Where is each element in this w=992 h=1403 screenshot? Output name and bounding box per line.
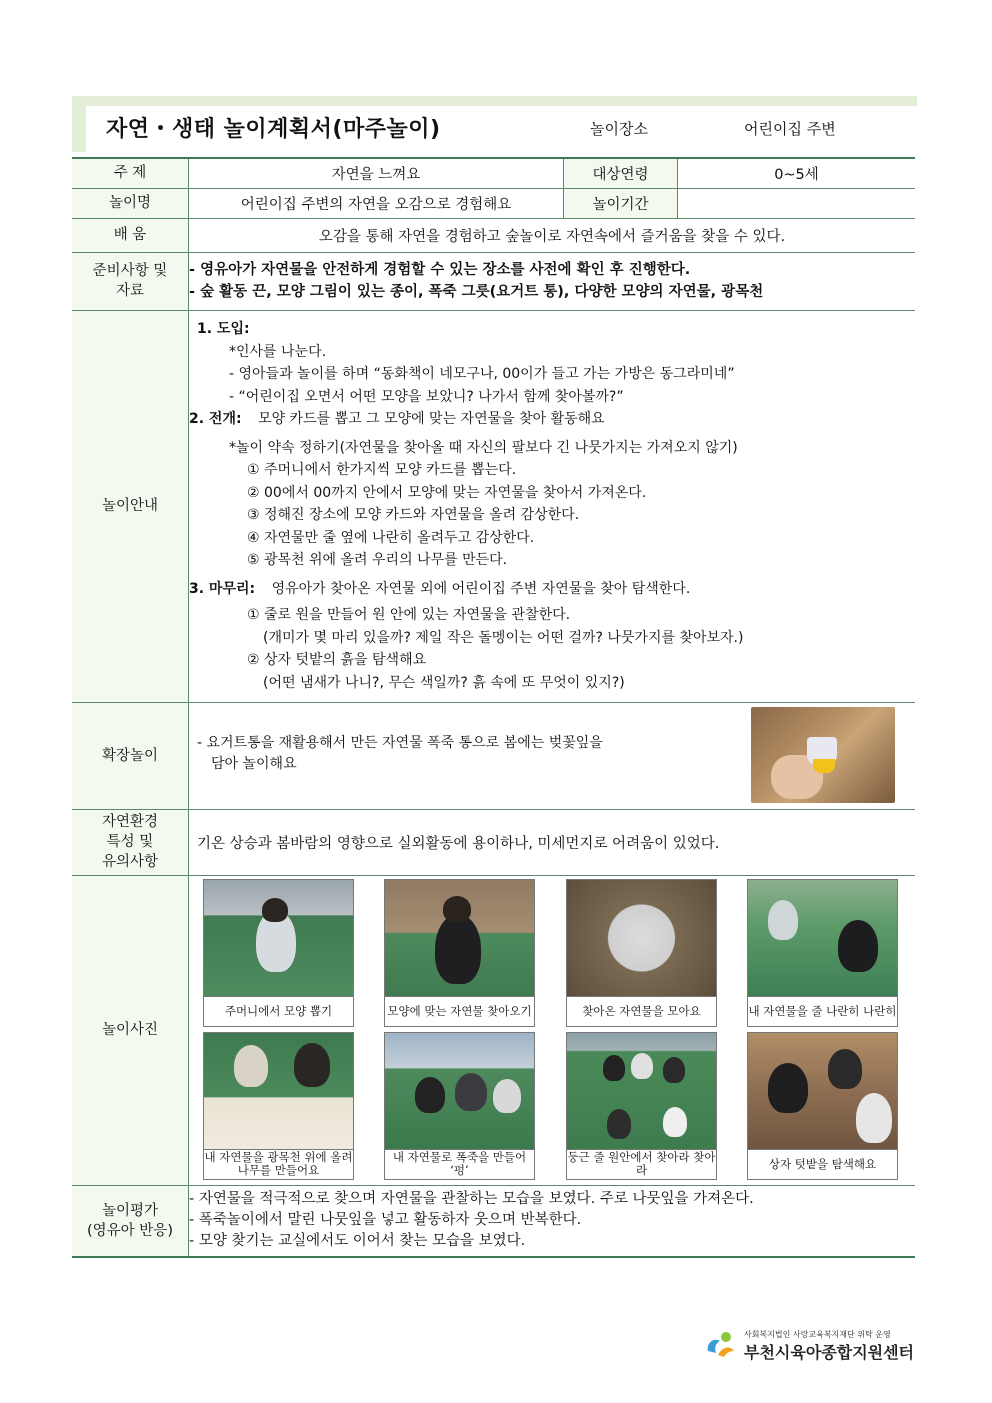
prep-line: - 숲 활동 끈, 모양 그림이 있는 종이, 폭죽 그릇(요거트 통), 다양한 모양의 자연물, 광목천 <box>189 284 764 300</box>
period-value <box>678 188 916 218</box>
extension-text <box>197 733 737 775</box>
prep-label-line1: 준비사항 및 <box>92 263 168 279</box>
plan-table <box>72 157 915 1258</box>
place-value: 어린이집 주변 <box>744 120 836 138</box>
document-title: 자연・생태 놀이계획서(마주놀이) <box>106 117 441 142</box>
evaluation-line: - 자연물을 적극적으로 찾으며 자연물을 관찰하는 모습을 보였다. 주로 나뭇잎을 가져온다. <box>189 1191 754 1208</box>
extension-line: - 요거트통을 재활용해서 만든 자연물 폭죽 통으로 봄에는 벚꽃잎을 <box>197 734 603 751</box>
development-row <box>189 408 915 431</box>
environment-label-line: 유의사항 <box>101 854 159 870</box>
name-value: 어린이집 주변의 자연을 오감으로 경험해요 <box>189 188 564 218</box>
environment-label-line: 특성 및 <box>106 834 154 850</box>
evaluation-line: - 모양 찾기는 교실에서도 이어서 찾는 모습을 보였다. <box>189 1233 526 1250</box>
extension-line: 담아 놀이해요 <box>211 755 297 772</box>
learn-value: 오감을 통해 자연을 경험하고 숲놀이로 자연속에서 즐거움을 찾을 수 있다. <box>189 218 916 252</box>
photo-caption: 내 자연물로 폭죽을 만들어 ‘펑’ <box>384 1150 535 1180</box>
development-text: 모양 카드를 뽑고 그 모양에 맞는 자연물을 찾아 활동해요 <box>258 411 605 427</box>
environment-text: 기온 상승과 봄바람의 영향으로 실외활동에 용이하나, 미세먼지로 어려움이 있었다. <box>189 809 916 875</box>
guide-content <box>189 310 916 702</box>
extension-label: 확장놀이 <box>72 702 189 809</box>
photo-card <box>747 1032 898 1180</box>
photo-caption: 내 자연물을 광목천 위에 올려 나무를 만들어요 <box>203 1150 354 1180</box>
photos-content <box>189 875 916 1185</box>
development-step: ② 00에서 00까지 안에서 모양에 맞는 자연물을 찾아서 가져온다. <box>247 484 647 501</box>
evaluation-content <box>189 1185 916 1257</box>
closing-text: 영유아가 찾아온 자연물 외에 어린이집 주변 자연물을 찾아 탐색한다. <box>271 580 691 597</box>
activity-photo <box>566 1032 717 1150</box>
document-header <box>72 96 917 152</box>
evaluation-label-line: 놀이평가 <box>101 1202 159 1219</box>
photo-card <box>384 879 535 1027</box>
prep-label-line2: 자료 <box>115 283 144 299</box>
development-step: ④ 자연물만 줄 옆에 나란히 올려두고 감상한다. <box>247 529 535 546</box>
closing-row <box>189 578 915 601</box>
prep-label <box>72 252 189 310</box>
yogurt-cup-base-shape <box>813 759 835 773</box>
logo-icon <box>704 1329 738 1359</box>
header-side-bar <box>72 96 86 152</box>
prep-content <box>189 252 916 310</box>
photos-label: 놀이사진 <box>72 875 189 1185</box>
photo-caption: 모양에 맞는 자연물 찾아오기 <box>384 997 535 1027</box>
evaluation-line: - 폭죽놀이에서 말린 나뭇잎을 넣고 활동하자 웃으며 반복한다. <box>189 1212 582 1229</box>
organization-name: 부천시육아종합지원센터 <box>744 1343 915 1362</box>
topic-value: 자연을 느껴요 <box>189 158 564 188</box>
intro-heading: 1. 도입: <box>197 321 250 337</box>
development-heading: 2. 전개: <box>189 411 242 427</box>
closing-step: (어떤 냄새가 나니?, 무슨 색일까? 흙 속에 또 무엇이 있지?) <box>263 674 625 691</box>
period-label: 놀이기간 <box>564 188 678 218</box>
guide-label: 놀이안내 <box>72 310 189 702</box>
intro-line: - “어린이집 오면서 어떤 모양을 보았니? 나가서 함께 찾아볼까?” <box>229 388 624 405</box>
environment-label <box>72 809 189 875</box>
closing-heading: 3. 마무리: <box>189 580 256 597</box>
organization-logo <box>704 1327 919 1363</box>
place-label: 놀이장소 <box>590 120 648 138</box>
prep-line: - 영유아가 자연물을 안전하게 경험할 수 있는 장소를 사전에 확인 후 진행한다. <box>189 262 691 278</box>
development-step: ③ 정해진 장소에 모양 카드와 자연물을 올려 감상한다. <box>247 507 580 523</box>
photo-caption: 상자 텃밭을 탐색해요 <box>747 1150 898 1180</box>
photo-card <box>566 879 717 1027</box>
closing-step: ② 상자 텃밭의 흙을 탐색해요 <box>247 652 427 668</box>
extension-content <box>189 702 916 809</box>
closing-step: (개미가 몇 마리 있을까? 제일 작은 돌멩이는 어떤 걸까? 나뭇가지를 찾아보자.) <box>263 629 744 646</box>
intro-line: - 영아들과 놀이를 하며 “동화책이 네모구나, 00이가 들고 가는 가방은 동그라미네” <box>229 366 735 382</box>
environment-label-line: 자연환경 <box>101 814 159 830</box>
photo-caption: 내 자연물을 줄 나란히 나란히 <box>747 997 898 1027</box>
photo-card <box>384 1032 535 1180</box>
topic-label: 주 제 <box>72 158 189 188</box>
photo-card <box>747 879 898 1027</box>
development-step: ① 주머니에서 한가지씩 모양 카드를 뽑는다. <box>247 462 517 478</box>
activity-photo <box>384 879 535 997</box>
activity-photo <box>203 879 354 997</box>
header-band <box>72 96 917 106</box>
closing-step: ① 줄로 원을 만들어 원 안에 있는 자연물을 관찰한다. <box>247 607 571 623</box>
photo-card <box>203 879 354 1027</box>
photo-card <box>203 1032 354 1180</box>
evaluation-label-line: (영유아 반응) <box>87 1222 173 1239</box>
photo-caption: 찾아온 자연물을 모아요 <box>566 997 717 1027</box>
photo-card <box>566 1032 717 1180</box>
age-label: 대상연령 <box>564 158 678 188</box>
activity-photo <box>384 1032 535 1150</box>
photo-caption: 주머니에서 모양 뽑기 <box>203 997 354 1027</box>
organization-subtitle: 사회복지법인 사랑교육복지재단 위탁 운영 <box>744 1330 891 1339</box>
development-rule: *놀이 약속 정하기(자연물을 찾아올 때 자신의 팔보다 긴 나뭇가지는 가져오지 않기) <box>229 439 738 456</box>
activity-photo <box>747 1032 898 1150</box>
photo-caption: 둥근 줄 원안에서 찾아라 찾아라 <box>566 1150 717 1180</box>
intro-line: *인사를 나눈다. <box>229 343 327 360</box>
activity-photo <box>566 879 717 997</box>
name-label: 놀이명 <box>72 188 189 218</box>
evaluation-label <box>72 1185 189 1257</box>
activity-photo <box>203 1032 354 1150</box>
age-value: 0~5세 <box>678 158 916 188</box>
extension-photo <box>751 707 895 803</box>
development-step: ⑤ 광목천 위에 올려 우리의 나무를 만든다. <box>247 552 508 568</box>
activity-photo <box>747 879 898 997</box>
learn-label: 배 움 <box>72 218 189 252</box>
